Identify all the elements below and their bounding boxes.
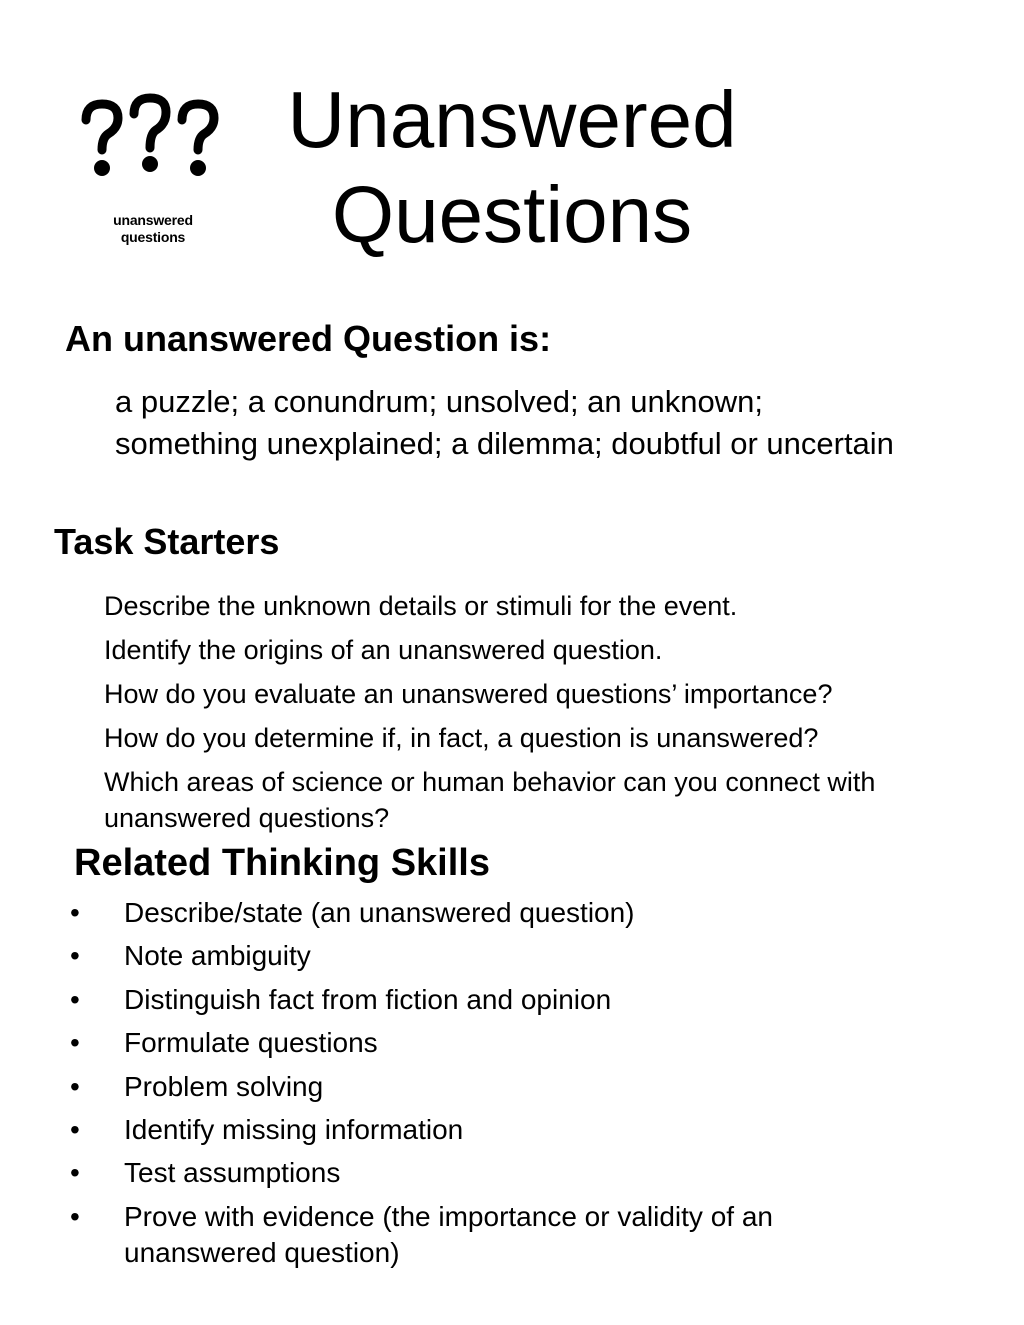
skill-list-item bbox=[70, 1112, 950, 1148]
skill-list-item bbox=[70, 1025, 950, 1061]
skill-list-item bbox=[70, 982, 950, 1018]
logo-text-line1: unanswered bbox=[113, 212, 193, 228]
bullet: • bbox=[70, 1157, 80, 1189]
bullet: • bbox=[70, 897, 80, 928]
skill-text: Describe/state (an unanswered question) bbox=[124, 897, 635, 928]
definition-line2: something unexplained; a dilemma; doubtful or uncertain bbox=[115, 426, 894, 461]
task-starter-item: Describe the unknown details or stimuli for the event. bbox=[104, 591, 738, 621]
skill-list-item bbox=[70, 1069, 950, 1105]
skill-list-item bbox=[70, 895, 950, 931]
logo-text bbox=[78, 212, 228, 246]
logo bbox=[78, 92, 228, 252]
skill-text: Problem solving bbox=[124, 1070, 324, 1102]
skill-list-item bbox=[70, 938, 950, 974]
page-title bbox=[230, 72, 794, 262]
skill-text: Distinguish fact from fiction and opinion bbox=[124, 983, 612, 1015]
task-starter-item: Which areas of science or human behavior can you connect with unanswered questions? bbox=[104, 767, 876, 833]
task-starter-item: How do you determine if, in fact, a question is unanswered? bbox=[104, 723, 819, 753]
bullet: • bbox=[70, 940, 80, 972]
skill-text: Prove with evidence (the importance or validity of an unanswered question) bbox=[124, 1200, 773, 1268]
bullet: • bbox=[70, 1200, 80, 1232]
task-starters-list bbox=[104, 588, 984, 844]
related-skills-list bbox=[70, 895, 950, 1278]
task-starter-item: How do you evaluate an unanswered questions’ importance? bbox=[104, 679, 833, 709]
skill-text: Test assumptions bbox=[124, 1157, 341, 1189]
skill-text: Formulate questions bbox=[124, 1027, 378, 1059]
task-starters-heading: Task Starters bbox=[54, 521, 280, 562]
bullet: • bbox=[70, 1070, 80, 1102]
three-question-marks-icon bbox=[78, 92, 228, 182]
page-title-line2: Questions bbox=[331, 170, 693, 259]
bullet: • bbox=[70, 983, 80, 1015]
page-title-line1: Unanswered bbox=[287, 75, 737, 164]
logo-text-line2: questions bbox=[120, 229, 186, 245]
definition-heading: An unanswered Question is: bbox=[65, 318, 552, 359]
skill-text: Note ambiguity bbox=[124, 940, 311, 972]
task-starter-item: Identify the origins of an unanswered question. bbox=[104, 635, 663, 665]
skill-list-item bbox=[70, 1155, 950, 1191]
skill-list-item bbox=[70, 1199, 884, 1271]
definition-line1: a puzzle; a conundrum; unsolved; an unknown; bbox=[115, 384, 763, 419]
skill-text: Identify missing information bbox=[124, 1113, 464, 1145]
bullet: • bbox=[70, 1113, 80, 1145]
related-skills-heading: Related Thinking Skills bbox=[74, 842, 490, 884]
definition-body bbox=[115, 381, 995, 465]
bullet: • bbox=[70, 1027, 80, 1059]
